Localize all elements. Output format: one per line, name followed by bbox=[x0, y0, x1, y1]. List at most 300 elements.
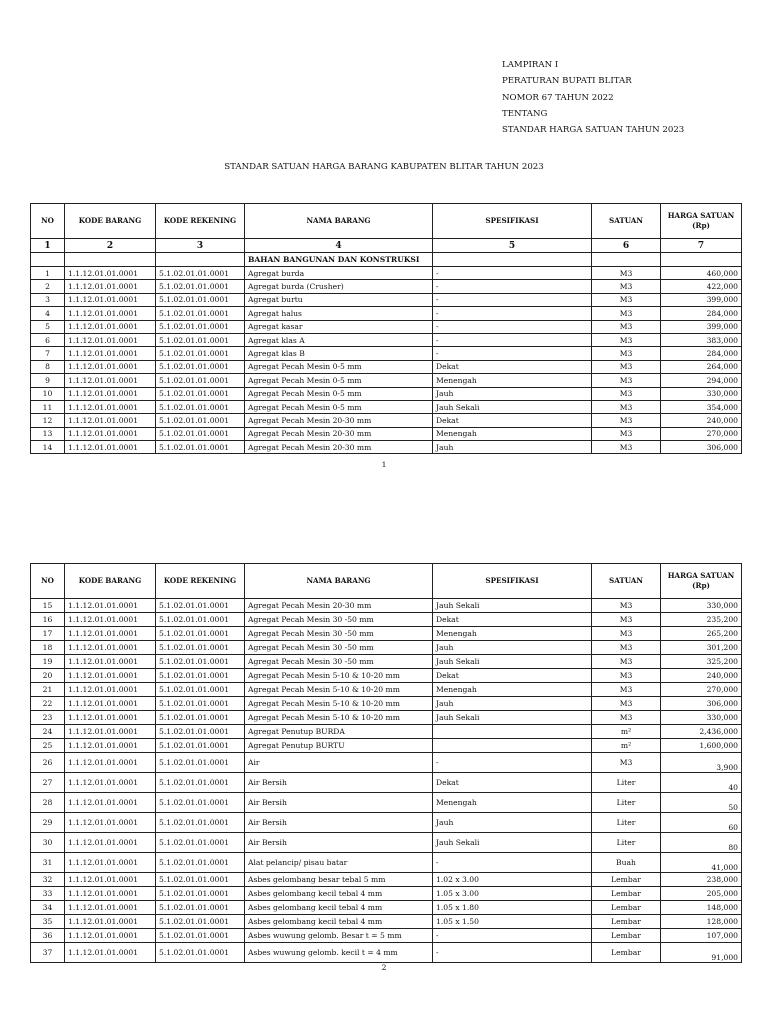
col-number: 4 bbox=[245, 239, 433, 253]
cell-nama-barang: Agregat kasar bbox=[245, 320, 433, 333]
cell-spesifikasi: Menengah bbox=[433, 427, 592, 440]
cell-kode-barang: 1.1.12.01.01.0001 bbox=[65, 320, 156, 333]
cell-kode-barang: 1.1.12.01.01.0001 bbox=[65, 387, 156, 400]
cell-kode-rekening: 5.1.02.01.01.0001 bbox=[156, 773, 245, 793]
col-header-kode-rekening: KODE REKENING bbox=[156, 204, 245, 239]
cell-spesifikasi: - bbox=[433, 753, 592, 773]
cell-satuan: M3 bbox=[592, 400, 661, 413]
cell-kode-rekening: 5.1.02.01.01.0001 bbox=[156, 739, 245, 753]
cell-satuan: Buah bbox=[592, 853, 661, 873]
cell-spesifikasi: - bbox=[433, 929, 592, 943]
cell-harga: 240,000 bbox=[661, 669, 742, 683]
cell-nama-barang: Air Bersih bbox=[245, 833, 433, 853]
header-line-nomor: NOMOR 67 TAHUN 2022 bbox=[502, 92, 614, 103]
cell-kode-rekening: 5.1.02.01.01.0001 bbox=[156, 441, 245, 454]
cell-kode-barang: 1.1.12.01.01.0001 bbox=[65, 374, 156, 387]
cell-nama-barang: Agregat Pecah Mesin 20-30 mm bbox=[245, 599, 433, 613]
col-header-nama-barang: NAMA BARANG bbox=[245, 204, 433, 239]
cell-kode-barang: 1.1.12.01.01.0001 bbox=[65, 773, 156, 793]
price-table-page-1 bbox=[30, 203, 742, 454]
cell-nama-barang: Asbes wuwung gelomb. Besar t = 5 mm bbox=[245, 929, 433, 943]
cell-spesifikasi: - bbox=[433, 347, 592, 360]
cell-harga: 238,000 bbox=[661, 873, 742, 887]
cell-harga: 3,900 bbox=[661, 753, 742, 773]
col-header-kode-barang: KODE BARANG bbox=[65, 204, 156, 239]
cell-satuan: m² bbox=[592, 725, 661, 739]
col-header-spesifikasi: SPESIFIKASI bbox=[433, 564, 592, 599]
cell-nama-barang: Agregat Pecah Mesin 30 -50 mm bbox=[245, 655, 433, 669]
cell-spesifikasi: Menengah bbox=[433, 683, 592, 697]
cell-spesifikasi: Dekat bbox=[433, 613, 592, 627]
category-row bbox=[31, 253, 742, 267]
table-body-page-1 bbox=[31, 267, 742, 454]
cell-kode-rekening: 5.1.02.01.01.0001 bbox=[156, 387, 245, 400]
cell-spesifikasi: Jauh Sekali bbox=[433, 599, 592, 613]
cell-satuan: M3 bbox=[592, 669, 661, 683]
cell-kode-barang: 1.1.12.01.01.0001 bbox=[65, 599, 156, 613]
col-header-nama-barang: NAMA BARANG bbox=[245, 564, 433, 599]
table-row bbox=[31, 627, 742, 641]
col-header-satuan: SATUAN bbox=[592, 204, 661, 239]
cell-kode-rekening: 5.1.02.01.01.0001 bbox=[156, 669, 245, 683]
cell-kode-rekening: 5.1.02.01.01.0001 bbox=[156, 901, 245, 915]
cell-no: 31 bbox=[31, 853, 65, 873]
cell-spesifikasi: Menengah bbox=[433, 627, 592, 641]
cell-nama-barang: Agregat Pecah Mesin 20-30 mm bbox=[245, 427, 433, 440]
cell-satuan: Liter bbox=[592, 773, 661, 793]
cell-nama-barang: Agregat Pecah Mesin 30 -50 mm bbox=[245, 627, 433, 641]
cell-no: 12 bbox=[31, 414, 65, 427]
cell-satuan: M3 bbox=[592, 655, 661, 669]
cell-kode-barang: 1.1.12.01.01.0001 bbox=[65, 427, 156, 440]
cell-harga: 107,000 bbox=[661, 929, 742, 943]
cell-harga: 40 bbox=[661, 773, 742, 793]
cell-nama-barang: Agregat Pecah Mesin 5-10 & 10-20 mm bbox=[245, 697, 433, 711]
col-header-harga: HARGA SATUAN (Rp) bbox=[661, 564, 742, 599]
cell-kode-rekening: 5.1.02.01.01.0001 bbox=[156, 655, 245, 669]
col-header-kode-barang: KODE BARANG bbox=[65, 564, 156, 599]
cell-kode-rekening: 5.1.02.01.01.0001 bbox=[156, 293, 245, 306]
cell-kode-rekening: 5.1.02.01.01.0001 bbox=[156, 280, 245, 293]
cell-no: 18 bbox=[31, 641, 65, 655]
cell-no: 15 bbox=[31, 599, 65, 613]
cell-no: 35 bbox=[31, 915, 65, 929]
table-row bbox=[31, 739, 742, 753]
cell-no: 3 bbox=[31, 293, 65, 306]
table-row bbox=[31, 853, 742, 873]
column-header-row bbox=[31, 204, 742, 239]
cell-satuan: Lembar bbox=[592, 943, 661, 963]
page-title: STANDAR SATUAN HARGA BARANG KABUPATEN BLITAR TAHUN 2023 bbox=[224, 162, 544, 172]
cell-harga: 50 bbox=[661, 793, 742, 813]
table-row bbox=[31, 333, 742, 346]
table-row bbox=[31, 414, 742, 427]
cell-no: 17 bbox=[31, 627, 65, 641]
cell-no: 10 bbox=[31, 387, 65, 400]
cell-kode-rekening: 5.1.02.01.01.0001 bbox=[156, 360, 245, 373]
table-row bbox=[31, 400, 742, 413]
cell-nama-barang: Agregat Pecah Mesin 0-5 mm bbox=[245, 387, 433, 400]
cell-spesifikasi: - bbox=[433, 267, 592, 280]
cell-harga: 325,200 bbox=[661, 655, 742, 669]
table-row bbox=[31, 347, 742, 360]
cell-nama-barang: Air bbox=[245, 753, 433, 773]
cell-satuan: M3 bbox=[592, 280, 661, 293]
cell-kode-rekening: 5.1.02.01.01.0001 bbox=[156, 711, 245, 725]
cell-harga: 60 bbox=[661, 813, 742, 833]
col-header-no: NO bbox=[31, 204, 65, 239]
cell-kode-rekening: 5.1.02.01.01.0001 bbox=[156, 320, 245, 333]
cell-spesifikasi: Jauh Sekali bbox=[433, 400, 592, 413]
cell-no: 20 bbox=[31, 669, 65, 683]
table-row bbox=[31, 387, 742, 400]
col-header-no: NO bbox=[31, 564, 65, 599]
cell-no: 22 bbox=[31, 697, 65, 711]
table-row bbox=[31, 943, 742, 963]
table-row bbox=[31, 293, 742, 306]
cell-harga: 301,200 bbox=[661, 641, 742, 655]
cell-harga: 205,000 bbox=[661, 887, 742, 901]
cell-nama-barang: Agregat Pecah Mesin 0-5 mm bbox=[245, 400, 433, 413]
cell-spesifikasi: Jauh Sekali bbox=[433, 711, 592, 725]
cell-satuan: M3 bbox=[592, 347, 661, 360]
cell-kode-rekening: 5.1.02.01.01.0001 bbox=[156, 833, 245, 853]
col-header-kode-rekening: KODE REKENING bbox=[156, 564, 245, 599]
cell-kode-barang: 1.1.12.01.01.0001 bbox=[65, 627, 156, 641]
table-row bbox=[31, 873, 742, 887]
table-row bbox=[31, 697, 742, 711]
cell-satuan: M3 bbox=[592, 627, 661, 641]
cell-nama-barang: Agregat klas A bbox=[245, 333, 433, 346]
cell-spesifikasi: 1.05 x 1.50 bbox=[433, 915, 592, 929]
cell-harga: 2,436,000 bbox=[661, 725, 742, 739]
cell-kode-barang: 1.1.12.01.01.0001 bbox=[65, 697, 156, 711]
cell-kode-barang: 1.1.12.01.01.0001 bbox=[65, 400, 156, 413]
cell-kode-barang: 1.1.12.01.01.0001 bbox=[65, 360, 156, 373]
cell-kode-rekening: 5.1.02.01.01.0001 bbox=[156, 915, 245, 929]
cell-satuan: m² bbox=[592, 739, 661, 753]
cell-kode-rekening: 5.1.02.01.01.0001 bbox=[156, 267, 245, 280]
cell-satuan: M3 bbox=[592, 293, 661, 306]
cell-kode-barang: 1.1.12.01.01.0001 bbox=[65, 929, 156, 943]
cell-satuan: M3 bbox=[592, 387, 661, 400]
cell-nama-barang: Agregat Pecah Mesin 30 -50 mm bbox=[245, 613, 433, 627]
table-row bbox=[31, 267, 742, 280]
cell-satuan: M3 bbox=[592, 320, 661, 333]
cell-nama-barang: Agregat Penutup BURTU bbox=[245, 739, 433, 753]
page-number-1: 1 bbox=[381, 460, 387, 469]
cell-nama-barang: Asbes gelombang kecil tebal 4 mm bbox=[245, 887, 433, 901]
table-row bbox=[31, 813, 742, 833]
cell-satuan: Lembar bbox=[592, 873, 661, 887]
table-row bbox=[31, 793, 742, 813]
cell-nama-barang: Agregat Pecah Mesin 0-5 mm bbox=[245, 374, 433, 387]
cell-kode-barang: 1.1.12.01.01.0001 bbox=[65, 943, 156, 963]
cell-satuan: Liter bbox=[592, 813, 661, 833]
cell-kode-rekening: 5.1.02.01.01.0001 bbox=[156, 599, 245, 613]
cell-harga: 270,000 bbox=[661, 683, 742, 697]
category-label: BAHAN BANGUNAN DAN KONSTRUKSI bbox=[245, 253, 433, 267]
cell-spesifikasi: Jauh bbox=[433, 441, 592, 454]
table-row bbox=[31, 655, 742, 669]
cell-harga: 330,000 bbox=[661, 387, 742, 400]
table-row bbox=[31, 374, 742, 387]
cell-kode-rekening: 5.1.02.01.01.0001 bbox=[156, 347, 245, 360]
cell-nama-barang: Agregat Pecah Mesin 30 -50 mm bbox=[245, 641, 433, 655]
cell-harga: 128,000 bbox=[661, 915, 742, 929]
table-row bbox=[31, 929, 742, 943]
price-table-page-2 bbox=[30, 563, 742, 963]
cell-nama-barang: Agregat burda (Crusher) bbox=[245, 280, 433, 293]
cell-kode-barang: 1.1.12.01.01.0001 bbox=[65, 725, 156, 739]
cell-kode-rekening: 5.1.02.01.01.0001 bbox=[156, 873, 245, 887]
cell-kode-barang: 1.1.12.01.01.0001 bbox=[65, 853, 156, 873]
cell-harga: 306,000 bbox=[661, 441, 742, 454]
cell-nama-barang: Agregat Pecah Mesin 5-10 & 10-20 mm bbox=[245, 683, 433, 697]
cell-harga: 240,000 bbox=[661, 414, 742, 427]
cell-nama-barang: Agregat burtu bbox=[245, 293, 433, 306]
cell-kode-rekening: 5.1.02.01.01.0001 bbox=[156, 427, 245, 440]
cell-no: 6 bbox=[31, 333, 65, 346]
cell-kode-barang: 1.1.12.01.01.0001 bbox=[65, 641, 156, 655]
cell-satuan: Lembar bbox=[592, 915, 661, 929]
cell-no: 7 bbox=[31, 347, 65, 360]
cell-no: 1 bbox=[31, 267, 65, 280]
cell-harga: 330,000 bbox=[661, 711, 742, 725]
col-number: 7 bbox=[661, 239, 742, 253]
cell-harga: 270,000 bbox=[661, 427, 742, 440]
cell-spesifikasi: Dekat bbox=[433, 669, 592, 683]
cell-no: 29 bbox=[31, 813, 65, 833]
table-row bbox=[31, 360, 742, 373]
cell-no: 33 bbox=[31, 887, 65, 901]
col-number: 3 bbox=[156, 239, 245, 253]
cell-kode-barang: 1.1.12.01.01.0001 bbox=[65, 683, 156, 697]
cell-kode-barang: 1.1.12.01.01.0001 bbox=[65, 887, 156, 901]
cell-satuan: Lembar bbox=[592, 887, 661, 901]
col-number: 2 bbox=[65, 239, 156, 253]
cell-nama-barang: Agregat halus bbox=[245, 307, 433, 320]
cell-kode-barang: 1.1.12.01.01.0001 bbox=[65, 669, 156, 683]
col-number: 5 bbox=[433, 239, 592, 253]
cell-spesifikasi: Jauh bbox=[433, 697, 592, 711]
cell-nama-barang: Agregat Pecah Mesin 5-10 & 10-20 mm bbox=[245, 669, 433, 683]
col-number: 1 bbox=[31, 239, 65, 253]
cell-spesifikasi: - bbox=[433, 333, 592, 346]
cell-nama-barang: Asbes gelombang kecil tebal 4 mm bbox=[245, 901, 433, 915]
cell-spesifikasi: Menengah bbox=[433, 374, 592, 387]
cell-harga: 306,000 bbox=[661, 697, 742, 711]
cell-satuan: M3 bbox=[592, 374, 661, 387]
cell-kode-rekening: 5.1.02.01.01.0001 bbox=[156, 641, 245, 655]
cell-no: 9 bbox=[31, 374, 65, 387]
cell-kode-barang: 1.1.12.01.01.0001 bbox=[65, 307, 156, 320]
cell-kode-rekening: 5.1.02.01.01.0001 bbox=[156, 929, 245, 943]
cell-satuan: M3 bbox=[592, 441, 661, 454]
cell-no: 25 bbox=[31, 739, 65, 753]
cell-kode-rekening: 5.1.02.01.01.0001 bbox=[156, 697, 245, 711]
col-header-satuan: SATUAN bbox=[592, 564, 661, 599]
cell-nama-barang: Alat pelancip/ pisau batar bbox=[245, 853, 433, 873]
cell-spesifikasi: - bbox=[433, 280, 592, 293]
table-row bbox=[31, 725, 742, 739]
cell-nama-barang: Air Bersih bbox=[245, 793, 433, 813]
cell-kode-rekening: 5.1.02.01.01.0001 bbox=[156, 813, 245, 833]
cell-harga: 41,000 bbox=[661, 853, 742, 873]
cell-satuan: Lembar bbox=[592, 929, 661, 943]
cell-nama-barang: Asbes wuwung gelomb. kecil t = 4 mm bbox=[245, 943, 433, 963]
cell-kode-rekening: 5.1.02.01.01.0001 bbox=[156, 683, 245, 697]
cell-kode-barang: 1.1.12.01.01.0001 bbox=[65, 293, 156, 306]
table-row bbox=[31, 887, 742, 901]
cell-no: 23 bbox=[31, 711, 65, 725]
cell-spesifikasi: Jauh bbox=[433, 387, 592, 400]
table-row bbox=[31, 599, 742, 613]
cell-spesifikasi: 1.05 x 1.80 bbox=[433, 901, 592, 915]
cell-spesifikasi: - bbox=[433, 320, 592, 333]
cell-no: 21 bbox=[31, 683, 65, 697]
cell-spesifikasi: Jauh Sekali bbox=[433, 833, 592, 853]
table-row bbox=[31, 669, 742, 683]
cell-no: 14 bbox=[31, 441, 65, 454]
cell-no: 28 bbox=[31, 793, 65, 813]
cell-satuan: M3 bbox=[592, 360, 661, 373]
cell-spesifikasi: - bbox=[433, 943, 592, 963]
cell-kode-rekening: 5.1.02.01.01.0001 bbox=[156, 753, 245, 773]
cell-satuan: M3 bbox=[592, 641, 661, 655]
cell-harga: 80 bbox=[661, 833, 742, 853]
cell-kode-rekening: 5.1.02.01.01.0001 bbox=[156, 943, 245, 963]
cell-harga: 264,000 bbox=[661, 360, 742, 373]
cell-satuan: M3 bbox=[592, 307, 661, 320]
cell-satuan: Liter bbox=[592, 833, 661, 853]
cell-nama-barang: Air Bersih bbox=[245, 773, 433, 793]
cell-nama-barang: Agregat klas B bbox=[245, 347, 433, 360]
cell-spesifikasi bbox=[433, 725, 592, 739]
table-row bbox=[31, 641, 742, 655]
cell-harga: 354,000 bbox=[661, 400, 742, 413]
cell-kode-rekening: 5.1.02.01.01.0001 bbox=[156, 613, 245, 627]
cell-kode-barang: 1.1.12.01.01.0001 bbox=[65, 753, 156, 773]
cell-harga: 399,000 bbox=[661, 320, 742, 333]
cell-kode-barang: 1.1.12.01.01.0001 bbox=[65, 873, 156, 887]
cell-spesifikasi: Jauh Sekali bbox=[433, 655, 592, 669]
table-row bbox=[31, 833, 742, 853]
cell-no: 19 bbox=[31, 655, 65, 669]
cell-nama-barang: Asbes gelombang besar tebal 5 mm bbox=[245, 873, 433, 887]
table-row bbox=[31, 307, 742, 320]
cell-no: 8 bbox=[31, 360, 65, 373]
table-row bbox=[31, 901, 742, 915]
cell-kode-rekening: 5.1.02.01.01.0001 bbox=[156, 333, 245, 346]
cell-spesifikasi: Menengah bbox=[433, 793, 592, 813]
cell-satuan: Lembar bbox=[592, 901, 661, 915]
column-header-row bbox=[31, 564, 742, 599]
cell-spesifikasi: 1.05 x 3.00 bbox=[433, 887, 592, 901]
cell-kode-barang: 1.1.12.01.01.0001 bbox=[65, 915, 156, 929]
col-header-harga: HARGA SATUAN (Rp) bbox=[661, 204, 742, 239]
cell-kode-rekening: 5.1.02.01.01.0001 bbox=[156, 400, 245, 413]
cell-no: 16 bbox=[31, 613, 65, 627]
cell-satuan: M3 bbox=[592, 414, 661, 427]
cell-kode-barang: 1.1.12.01.01.0001 bbox=[65, 813, 156, 833]
cell-no: 37 bbox=[31, 943, 65, 963]
cell-kode-barang: 1.1.12.01.01.0001 bbox=[65, 711, 156, 725]
table-row bbox=[31, 320, 742, 333]
cell-spesifikasi: Dekat bbox=[433, 414, 592, 427]
cell-kode-barang: 1.1.12.01.01.0001 bbox=[65, 833, 156, 853]
cell-harga: 1,600,000 bbox=[661, 739, 742, 753]
cell-no: 36 bbox=[31, 929, 65, 943]
cell-kode-barang: 1.1.12.01.01.0001 bbox=[65, 901, 156, 915]
cell-kode-barang: 1.1.12.01.01.0001 bbox=[65, 739, 156, 753]
cell-satuan: M3 bbox=[592, 599, 661, 613]
cell-kode-barang: 1.1.12.01.01.0001 bbox=[65, 613, 156, 627]
cell-harga: 399,000 bbox=[661, 293, 742, 306]
cell-satuan: M3 bbox=[592, 711, 661, 725]
cell-satuan: M3 bbox=[592, 267, 661, 280]
cell-spesifikasi: 1.02 x 3.00 bbox=[433, 873, 592, 887]
cell-kode-barang: 1.1.12.01.01.0001 bbox=[65, 333, 156, 346]
document-header bbox=[502, 57, 684, 138]
cell-no: 5 bbox=[31, 320, 65, 333]
cell-harga: 284,000 bbox=[661, 307, 742, 320]
cell-harga: 294,000 bbox=[661, 374, 742, 387]
cell-harga: 330,000 bbox=[661, 599, 742, 613]
table-row bbox=[31, 613, 742, 627]
col-number: 6 bbox=[592, 239, 661, 253]
cell-kode-barang: 1.1.12.01.01.0001 bbox=[65, 655, 156, 669]
cell-kode-rekening: 5.1.02.01.01.0001 bbox=[156, 887, 245, 901]
cell-kode-rekening: 5.1.02.01.01.0001 bbox=[156, 374, 245, 387]
table-row bbox=[31, 711, 742, 725]
table-row bbox=[31, 441, 742, 454]
cell-no: 13 bbox=[31, 427, 65, 440]
column-number-row bbox=[31, 239, 742, 253]
cell-harga: 284,000 bbox=[661, 347, 742, 360]
header-line-lampiran: LAMPIRAN I bbox=[502, 60, 559, 70]
cell-nama-barang: Agregat Pecah Mesin 0-5 mm bbox=[245, 360, 433, 373]
cell-kode-barang: 1.1.12.01.01.0001 bbox=[65, 347, 156, 360]
cell-kode-barang: 1.1.12.01.01.0001 bbox=[65, 414, 156, 427]
header-line-subject: STANDAR HARGA SATUAN TAHUN 2023 bbox=[502, 125, 685, 136]
header-line-tentang: TENTANG bbox=[502, 108, 548, 119]
cell-no: 26 bbox=[31, 753, 65, 773]
cell-kode-rekening: 5.1.02.01.01.0001 bbox=[156, 414, 245, 427]
table-row bbox=[31, 773, 742, 793]
cell-spesifikasi: - bbox=[433, 307, 592, 320]
cell-nama-barang: Agregat Penutup BURDA bbox=[245, 725, 433, 739]
cell-harga: 383,000 bbox=[661, 333, 742, 346]
cell-harga: 148,000 bbox=[661, 901, 742, 915]
cell-satuan: M3 bbox=[592, 753, 661, 773]
cell-harga: 265,200 bbox=[661, 627, 742, 641]
cell-harga: 422,000 bbox=[661, 280, 742, 293]
cell-kode-barang: 1.1.12.01.01.0001 bbox=[65, 793, 156, 813]
cell-satuan: M3 bbox=[592, 683, 661, 697]
table-row bbox=[31, 683, 742, 697]
cell-harga: 91,000 bbox=[661, 943, 742, 963]
cell-kode-rekening: 5.1.02.01.01.0001 bbox=[156, 627, 245, 641]
table-body-page-2 bbox=[31, 599, 742, 963]
cell-kode-rekening: 5.1.02.01.01.0001 bbox=[156, 307, 245, 320]
cell-spesifikasi: - bbox=[433, 293, 592, 306]
cell-kode-barang: 1.1.12.01.01.0001 bbox=[65, 267, 156, 280]
cell-no: 4 bbox=[31, 307, 65, 320]
page-number-2: 2 bbox=[381, 963, 387, 972]
cell-harga: 235,200 bbox=[661, 613, 742, 627]
cell-satuan: M3 bbox=[592, 613, 661, 627]
